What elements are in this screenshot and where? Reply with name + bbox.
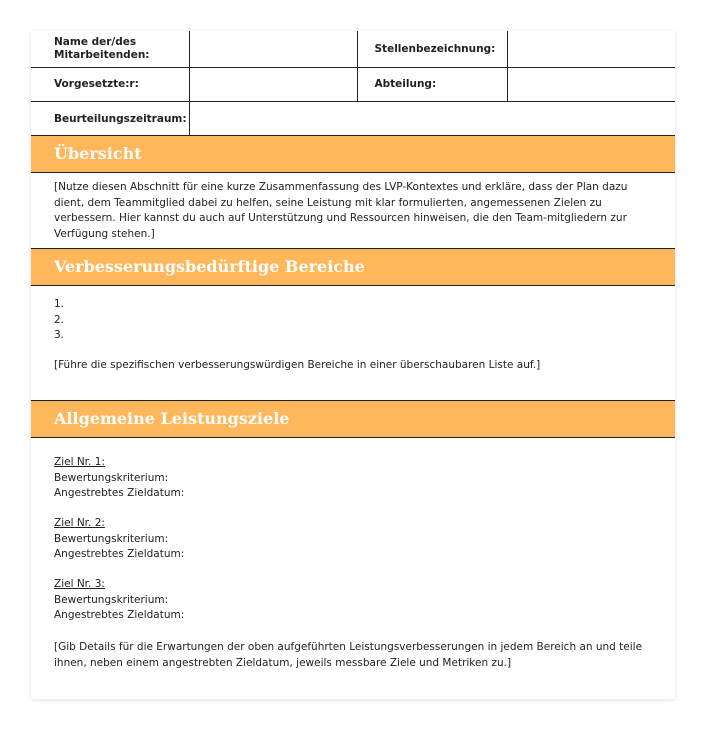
employee-name-field[interactable]	[189, 31, 357, 67]
performance-goals-header: Allgemeine Leistungsziele	[31, 400, 675, 438]
job-title-label: Stellenbezeichnung:	[357, 31, 507, 67]
goal-target-date: Angestrebtes Zieldatum:	[54, 609, 185, 621]
supervisor-field[interactable]	[189, 67, 357, 101]
employee-name-label: Name der/des Mitarbeitenden:	[31, 31, 189, 67]
goal-3	[54, 577, 654, 624]
employee-info-table	[31, 31, 675, 136]
review-period-field[interactable]	[189, 101, 675, 136]
department-label: Abteilung:	[357, 67, 507, 101]
goals-note: [Gib Details für die Erwartungen der oben aufgeführten Leistungsverbesserungen in jedem Bereich an und teile ihnen, neben einem angestrebten Zieldatum, jeweils messbare Ziele und Metriken zu.]	[54, 641, 643, 669]
overview-text: [Nutze diesen Abschnitt für eine kurze Zusammenfassung des LVP-Kontextes und erkläre, dass der Plan dazu dient, dem Teammitglied dabei zu helfen, seine Leistung mit klar formulierten, angemessenen Zielen zu verbessern. Hier kannst du auch auf Unterstützung und Ressourcen hinweisen, die den Team-mitgliedern zur Verfügung stehen.]	[54, 181, 628, 240]
review-period-label: Beurteilungszeitraum:	[54, 112, 187, 125]
improvement-note: [Führe die spezifischen verbesserungswürdigen Bereiche in einer überschaubaren Liste auf.]	[54, 359, 541, 371]
list-item: 1.	[54, 298, 65, 310]
improvement-list	[54, 297, 654, 344]
job-title-field[interactable]	[507, 31, 675, 67]
goal-2	[54, 516, 654, 563]
list-item: 2.	[54, 313, 65, 326]
goal-heading: Ziel Nr. 3:	[54, 578, 105, 590]
overview-header: Übersicht	[31, 135, 675, 173]
document-page	[31, 31, 675, 699]
goal-1	[54, 455, 654, 502]
improvement-areas-header: Verbesserungsbedürftige Bereiche	[31, 248, 675, 286]
list-item: 3.	[54, 329, 65, 341]
goal-heading: Ziel Nr. 1:	[54, 456, 105, 468]
goal-criterion: Bewertungskriterium:	[54, 593, 169, 606]
supervisor-label: Vorgesetzte:r:	[31, 67, 189, 101]
department-field[interactable]	[507, 67, 675, 101]
goal-target-date: Angestrebtes Zieldatum:	[54, 548, 185, 560]
goal-heading: Ziel Nr. 2:	[54, 517, 105, 529]
goal-criterion: Bewertungskriterium:	[54, 471, 169, 484]
goal-target-date: Angestrebtes Zieldatum:	[54, 487, 185, 499]
goal-criterion: Bewertungskriterium:	[54, 532, 169, 545]
